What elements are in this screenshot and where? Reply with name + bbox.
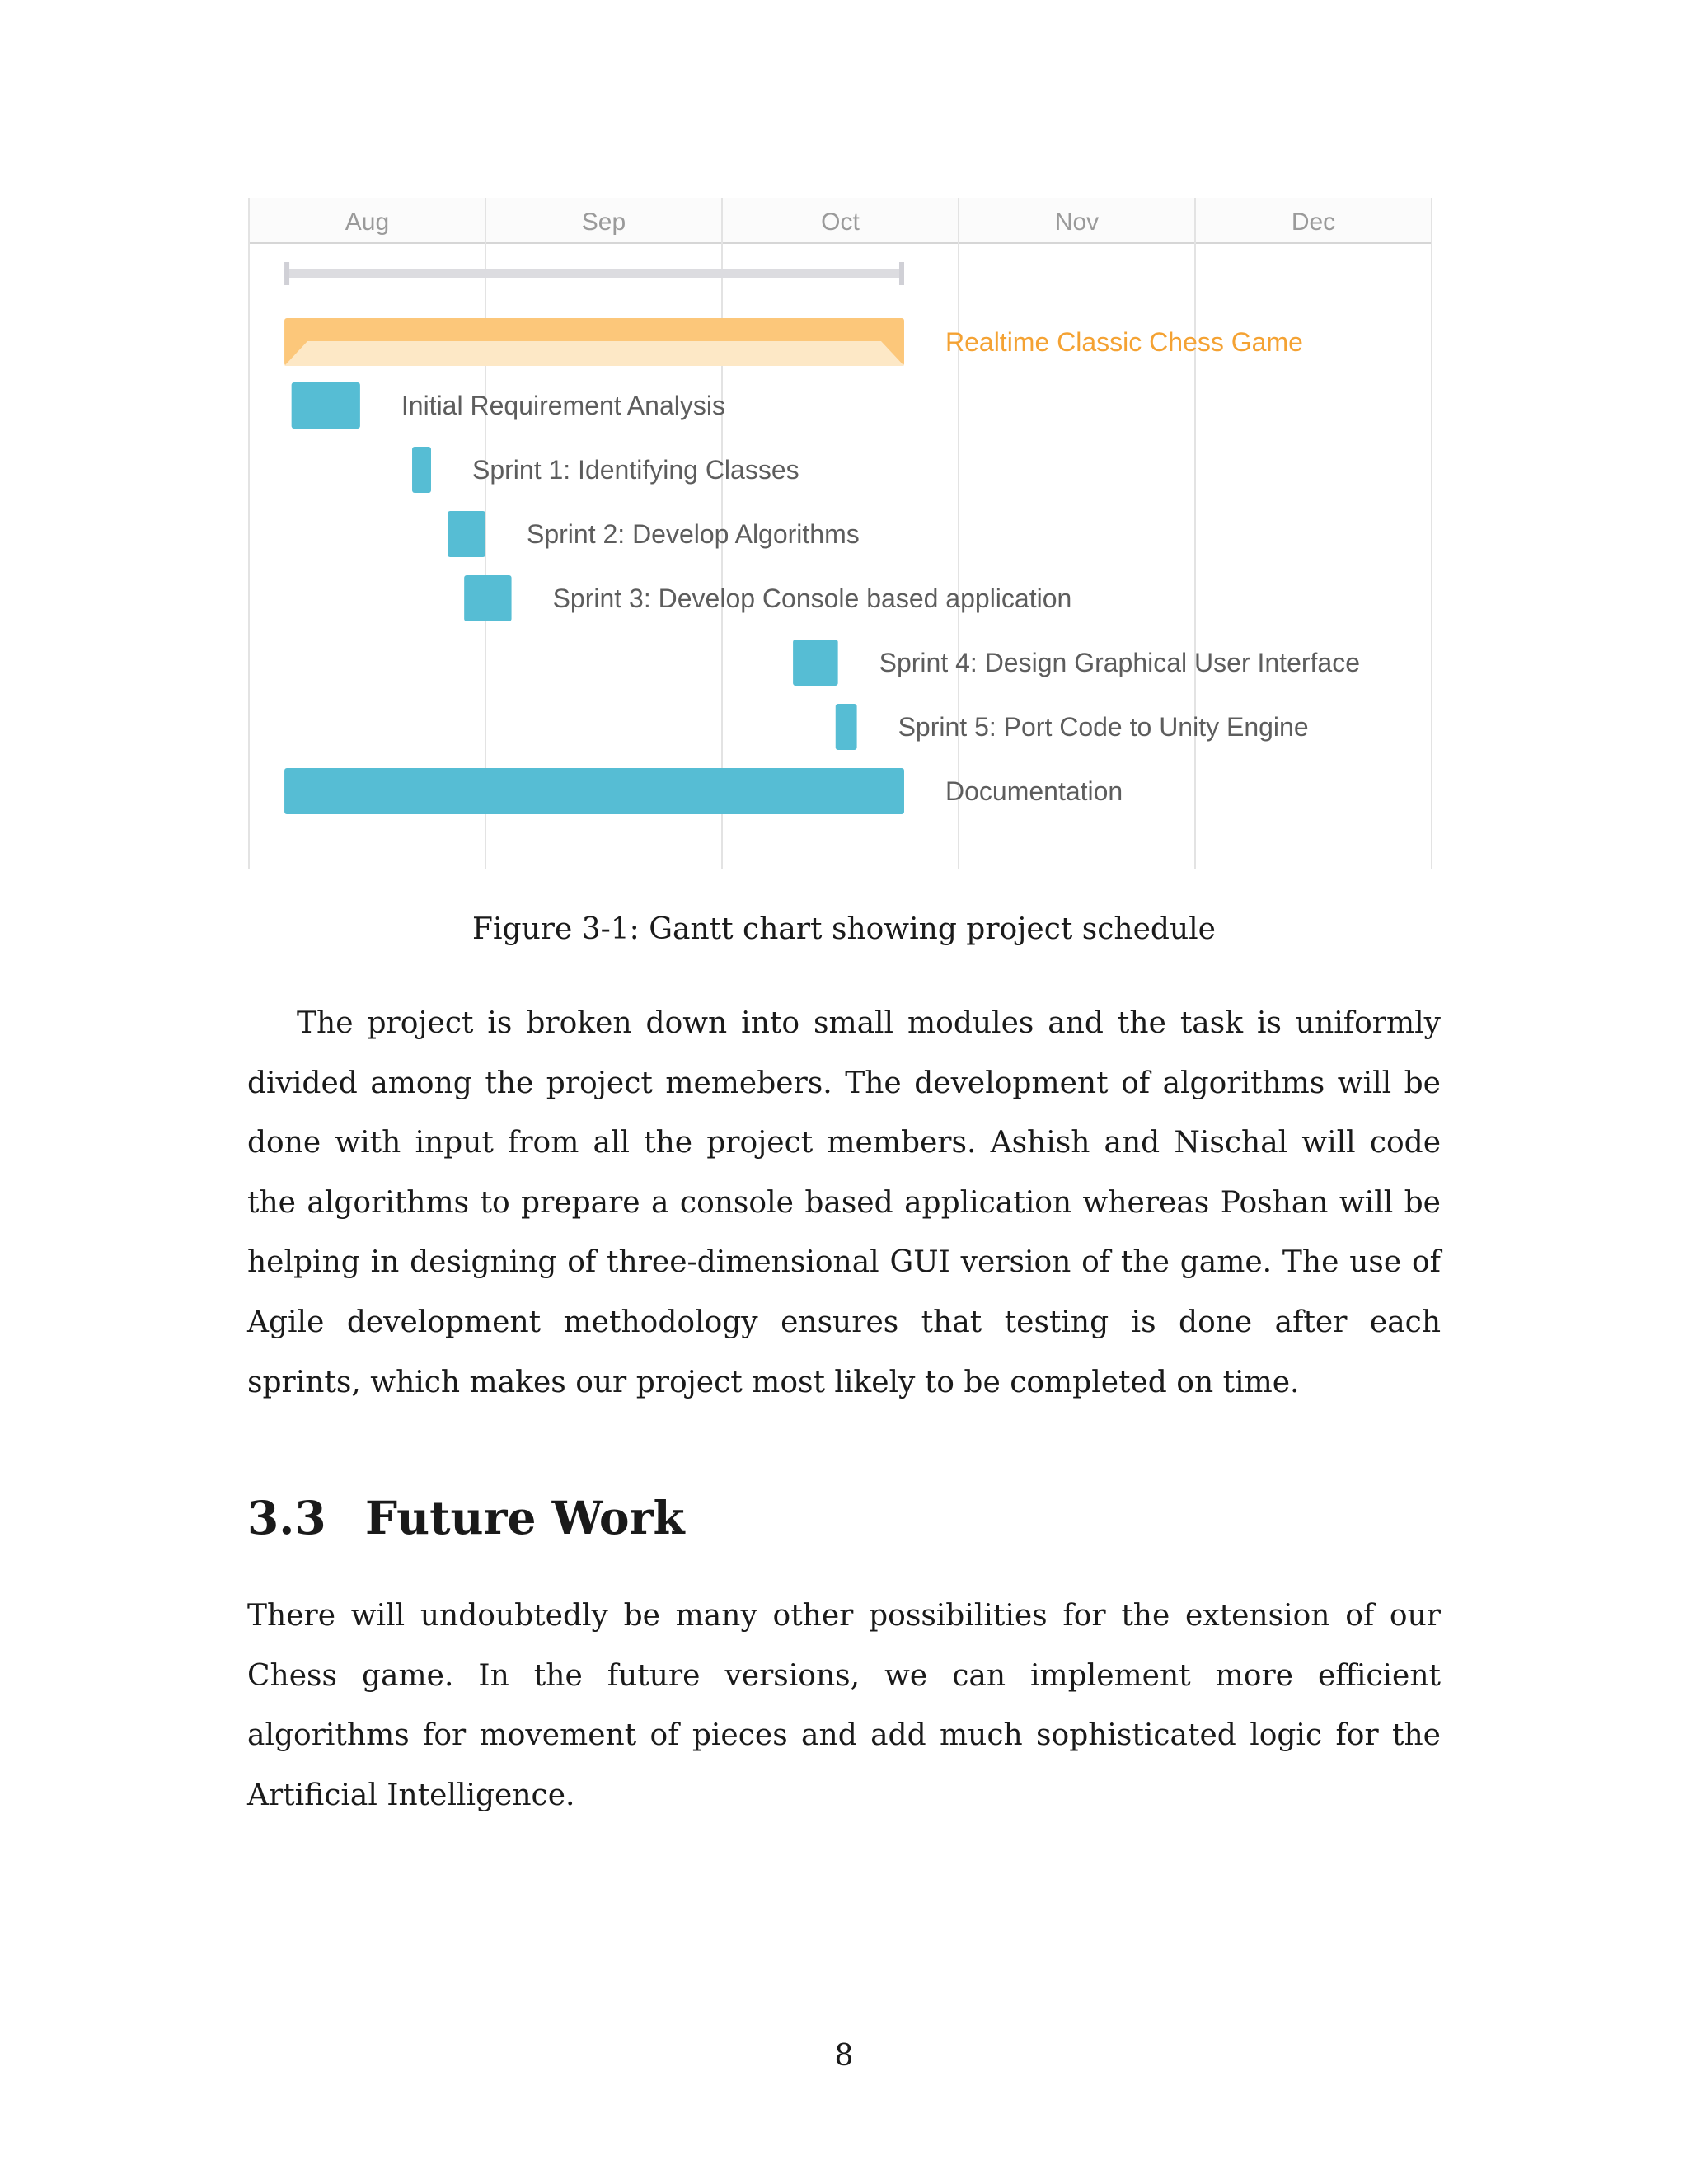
task-label: Documentation <box>945 776 1123 806</box>
task-bar <box>793 640 838 686</box>
task-label: Sprint 3: Develop Console based application <box>552 583 1072 613</box>
task-label: Sprint 1: Identifying Classes <box>471 455 799 485</box>
task-bar <box>448 511 485 557</box>
month-label: Oct <box>821 209 860 236</box>
section-title: Future Work <box>365 1491 685 1544</box>
task-label: Sprint 2: Develop Algorithms <box>527 519 860 549</box>
page-number: 8 <box>834 2039 854 2073</box>
gantt-chart <box>247 198 1441 875</box>
month-label: Nov <box>1054 209 1100 236</box>
body-paragraph: The project is broken down into small modules and the task is uniformly divided among the project memebers. The development of algorithms will be done with input from all the project members. Ashish and Nischal will code the algorithms to prepare a console based application whereas Poshan will be helping in designing of three-dimensional GUI version of the game. The use of Agile development methodology ensures that testing is done after each sprints, which makes our project most likely to be completed on time. <box>247 1006 1441 1399</box>
project-label: Realtime Classic Chess Game <box>945 327 1303 357</box>
month-label: Sep <box>581 209 626 236</box>
timeline-bar-start-cap <box>284 262 289 285</box>
task-label: Sprint 4: Design Graphical User Interface <box>879 648 1361 677</box>
task-label: Initial Requirement Analysis <box>401 391 725 420</box>
project-bar-inner <box>284 341 904 366</box>
task-bar <box>284 768 904 814</box>
task-bar <box>464 575 511 621</box>
section-number: 3.3 <box>247 1491 326 1544</box>
task-bar <box>292 382 360 429</box>
body-paragraph: There will undoubtedly be many other possibilities for the extension of our Chess game. In the future versions, we can implement more efficient algorithms for movement of pieces and add much sophisticated logic for the Artificial Intelligence. <box>247 1599 1441 1812</box>
section-heading <box>247 1485 685 1551</box>
task-bar <box>836 704 857 750</box>
figure-caption: Figure 3-1: Gantt chart showing project schedule <box>472 912 1216 946</box>
timeline-bar-end-cap <box>899 262 904 285</box>
month-label: Aug <box>345 209 390 236</box>
timeline-bar <box>284 269 904 278</box>
task-label: Sprint 5: Port Code to Unity Engine <box>898 712 1309 742</box>
month-label: Dec <box>1291 209 1336 236</box>
task-bar <box>412 447 431 493</box>
